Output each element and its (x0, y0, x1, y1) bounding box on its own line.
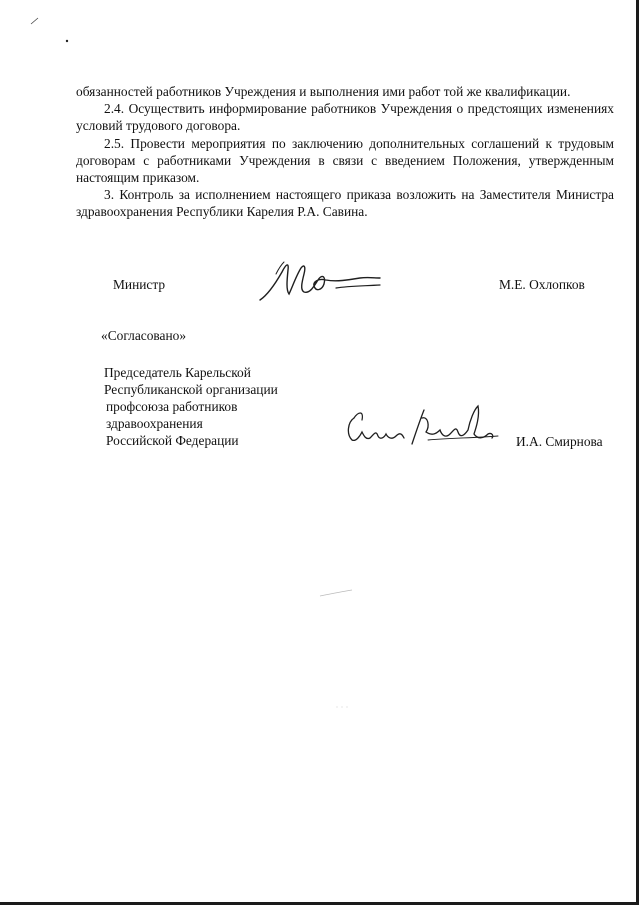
paragraph-3: 3. Контроль за исполнением настоящего приказа возложить на Заместителя Министра здравоохранения Республики Карелия Р.А. Савина. (76, 187, 614, 220)
union-position-line: Председатель Карельской (104, 365, 251, 380)
paragraph-2-5: 2.5. Провести мероприятия по заключению дополнительных соглашений к трудовым договорам с работниками Учреждения в связи с введением Положения, утвержденным настоящим приказом. (76, 135, 614, 186)
union-position-line: Российской Федерации (106, 433, 239, 448)
agreed-label: «Согласовано» (101, 328, 187, 343)
union-position-line: профсоюза работников (106, 399, 238, 414)
scan-speck-dot (64, 38, 70, 44)
scan-mark-faint (318, 588, 354, 598)
union-position (104, 364, 278, 449)
document-body (76, 83, 614, 221)
union-position-line: Республиканской организации (104, 382, 278, 397)
union-position-line: здравоохранения (106, 416, 203, 431)
paragraph-continuation: обязанностей работников Учреждения и выполнения ими работ той же квалификации. (76, 84, 571, 99)
minister-signature (256, 256, 386, 306)
union-chair-name: И.А. Смирнова (516, 434, 603, 449)
minister-name: М.Е. Охлопков (499, 277, 585, 292)
union-signature (342, 396, 502, 452)
paragraph-2-4: 2.4. Осуществить информирование работников Учреждения о предстоящих изменениях условий трудового договора. (76, 101, 614, 134)
minister-title: Министр (113, 277, 166, 292)
scan-mark-faint-2 (334, 704, 354, 710)
scan-speck-top (30, 16, 42, 26)
